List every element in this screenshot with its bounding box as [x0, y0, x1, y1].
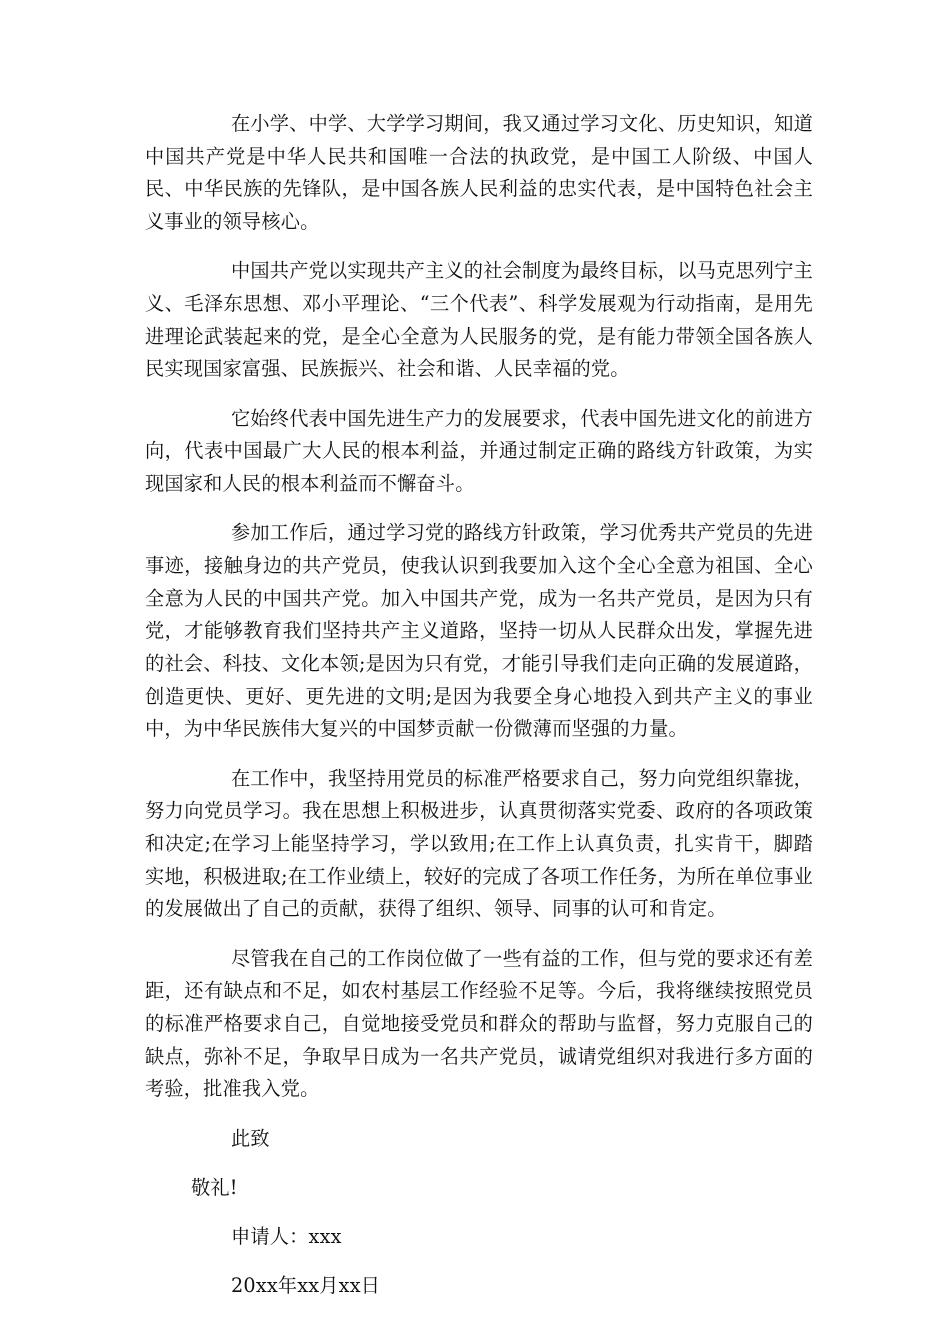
body-paragraph-5: 在工作中，我坚持用党员的标准严格要求自己，努力向党组织靠拢，努力向党员学习。我在思想上积极进步，认真贯彻落实党委、政府的各项政策和决定;在学习上能坚持学习，学以致用;在工作上认真负责，扎实肯干，脚踏实地，积极进取;在工作业绩上，较好的完成了各项工作任务，为所在单位事业的发展做出了自己的贡献，获得了组织、领导、同事的认可和肯定。 [145, 766, 813, 921]
body-paragraph-2: 中国共产党以实现共产主义的社会制度为最终目标，以马克思列宁主义、毛泽东思想、邓小平理论、“三个代表”、科学发展观为行动指南，是用先进理论武装起来的党，是全心全意为人民服务的党，是有能力带领全国各族人民实现国家富强、民族振兴、社会和谐、人民幸福的党。 [145, 259, 813, 381]
closing-regards: 敬礼! [191, 1175, 238, 1199]
closing-salutation: 此致 [231, 1126, 270, 1150]
body-paragraph-6: 尽管我在自己的工作岗位做了一些有益的工作，但与党的要求还有差距，还有缺点和不足，如农村基层工作经验不足等。今后，我将继续按照党员的标准严格要求自己，自觉地接受党员和群众的帮助与监督，努力克服自己的缺点，弥补不足，争取早日成为一名共产党员，诚请党组织对我进行多方面的考验，批准我入党。 [145, 946, 813, 1101]
application-date: 20xx年xx月xx日 [231, 1274, 381, 1298]
applicant-signature: 申请人：xxx [231, 1225, 342, 1249]
body-paragraph-4: 参加工作后，通过学习党的路线方针政策，学习优秀共产党员的先进事迹，接触身边的共产党员，使我认识到我要加入这个全心全意为祖国、全心全意为人民的中国共产党。加入中国共产党，成为一名共产党员，是因为只有党，才能够教育我们坚持共产主义道路，坚持一切从人民群众出发，掌握先进的社会、科技、文化本领;是因为只有党，才能引导我们走向正确的发展道路，创造更快、更好、更先进的文明;是因为我要全身心地投入到共产主义的事业中，为中华民族伟大复兴的中国梦贡献一份微薄而坚强的力量。 [145, 521, 813, 741]
body-paragraph-3: 它始终代表中国先进生产力的发展要求，代表中国先进文化的前进方向，代表中国最广大人民的根本利益，并通过制定正确的路线方针政策，为实现国家和人民的根本利益而不懈奋斗。 [145, 406, 813, 496]
document-body [145, 108, 813, 1320]
body-paragraph-1: 在小学、中学、大学学习期间，我又通过学习文化、历史知识，知道中国共产党是中华人民共和国唯一合法的执政党，是中国工人阶级、中国人民、中华民族的先锋队，是中国各族人民利益的忠实代表，是中国特色社会主义事业的领导核心。 [145, 112, 813, 234]
